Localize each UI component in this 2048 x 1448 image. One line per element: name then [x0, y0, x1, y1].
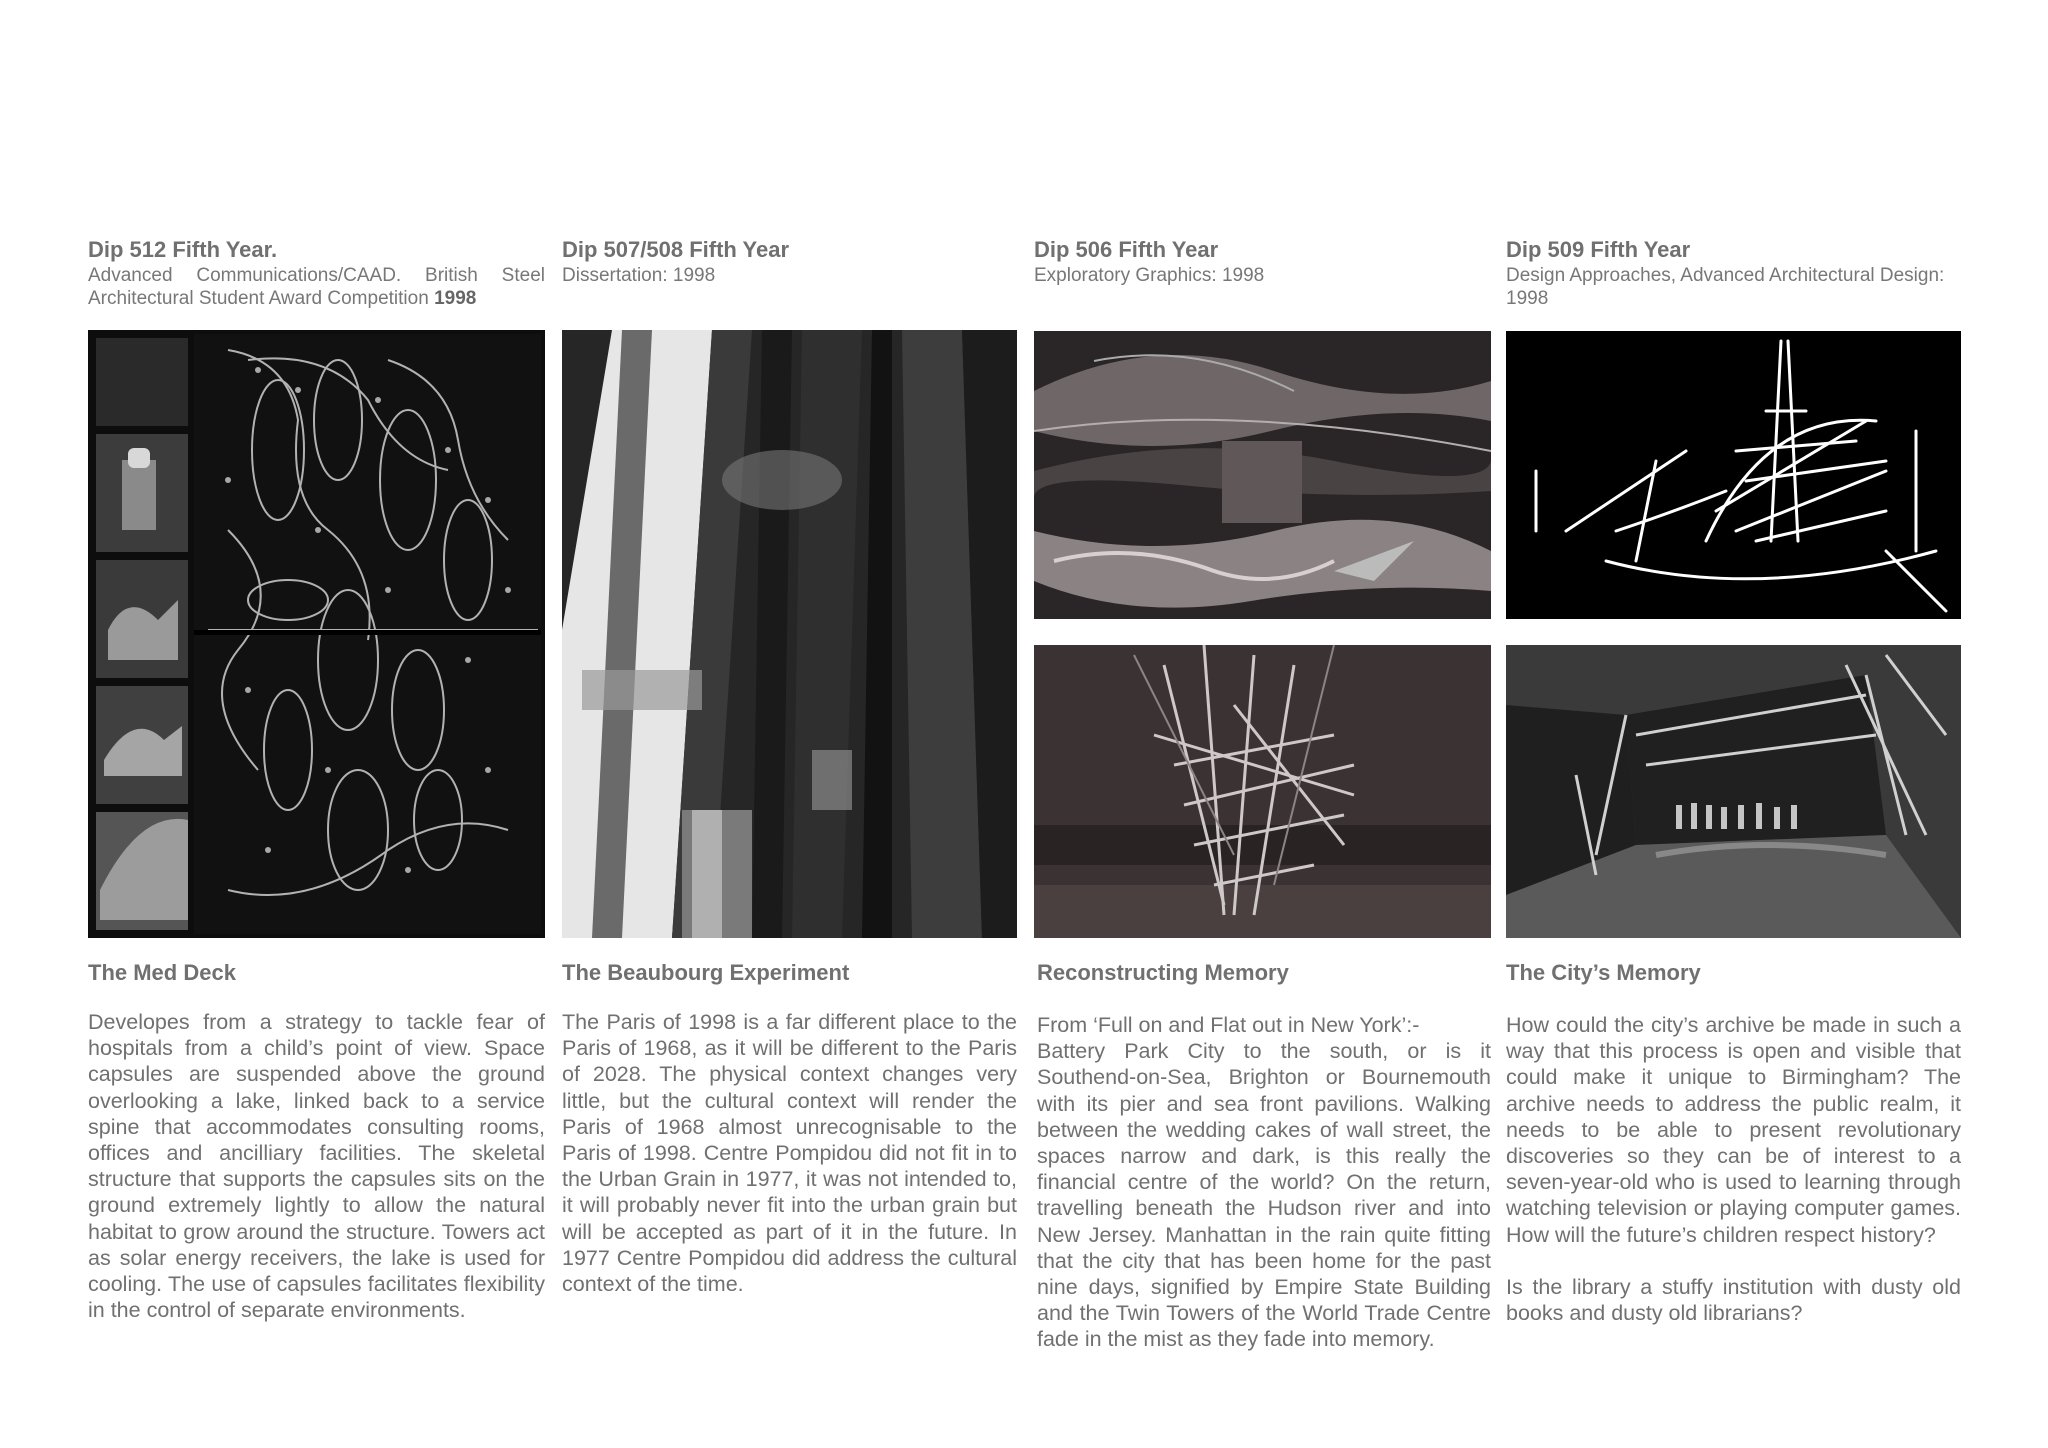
project-body-text: The Paris of 1998 is a far different place to the Paris of 1968, as it will be different to the Paris of 2028. The physical context changes very little, but the cultural context will render the Paris of 1968 almost unrecognisable to the Paris of 1998. Centre Pompidou did not fit in to the Urban Grain in 1977, it was not intended to, it will probably never fit into the urban grain but will be accepted as part of it in the future. In 1977 Centre Pompidou did address the cultural context of the time.: [562, 1010, 1017, 1297]
citys-memory-interior-image: [1506, 645, 1961, 938]
course-subtitle: [88, 264, 545, 310]
course-subtitle-year: 1998: [434, 288, 477, 309]
project-body-text-2: Is the library a stuffy institution with dusty old books and dusty old librarians?: [1506, 1274, 1961, 1326]
course-subtitle: Design Approaches, Advanced Architectural Design: 1998: [1506, 265, 1945, 309]
course-title: Dip 509 Fifth Year: [1506, 237, 1691, 262]
project-body-text: Battery Park City to the south, or is it Southend-on-Sea, Brighton or Bournemouth with its pier and sea front pavilions. Walking between the wedding cakes of wall street, the spaces narrow and dark, is this really the financial centre of the world? On the return, travelling beneath the Hudson river and into New Jersey. Manhattan in the rain quite fitting that the city that has been home for the past nine days, signified by Empire State Building and the Twin Towers of the World Trade Centre fade in the mist as they fade into memory.: [1037, 1039, 1491, 1352]
reconstructing-memory-image-bottom: [1034, 645, 1491, 938]
project-body-med-deck: [88, 1009, 545, 1323]
project-title-med-deck: The Med Deck: [88, 960, 236, 985]
course-subtitle: Exploratory Graphics: 1998: [1034, 265, 1265, 286]
project-body-reconstructing-memory: [1037, 1012, 1491, 1353]
course-header-dip-512: [88, 236, 545, 310]
course-subtitle: Dissertation: 1998: [562, 265, 716, 286]
project-body-text: How could the city’s archive be made in such a way that this process is open and visible that could make it unique to Birmingham? The archive needs to address the public realm, it needs to be able to present revolutionary discoveries so they can be of interest to a seven-year-old who is used to learning through watching television or playing computer games. How will the future’s children respect history?: [1506, 1013, 1961, 1247]
course-title: Dip 512 Fifth Year.: [88, 237, 278, 262]
course-header-dip-506: [1034, 236, 1491, 287]
course-title: Dip 506 Fifth Year: [1034, 237, 1219, 262]
reconstructing-memory-image-top: [1034, 331, 1491, 619]
course-subtitle-text: Advanced Communications/CAAD. British Steel Architectural Student Award Competition: [88, 265, 545, 309]
course-header-dip-509: [1506, 236, 1961, 310]
project-title-reconstructing-memory: Reconstructing Memory: [1037, 960, 1289, 985]
project-body-beaubourg: [562, 1009, 1017, 1297]
citys-memory-sketch-image: [1506, 331, 1961, 619]
med-deck-plan-image: [88, 330, 545, 938]
project-body-text: Developes from a strategy to tackle fear of hospitals from a child’s point of view. Space capsules are suspended above the ground overlooking a lake, linked back to a service spine that accommodates consulting rooms, offices and ancilliary facilities. The skeletal structure that supports the capsules sits on the ground extremely lightly to allow the natural habitat to grow around the structure. Towers act as solar energy receivers, the lake is used for cooling. The use of capsules facilitates flexibility in the control of separate environments.: [88, 1010, 545, 1323]
beaubourg-photo-image: [562, 330, 1017, 938]
course-title: Dip 507/508 Fifth Year: [562, 237, 790, 262]
project-body-intro: From ‘Full on and Flat out in New York’:-: [1037, 1013, 1420, 1037]
course-header-dip-507-508: [562, 236, 1017, 287]
project-title-citys-memory: The City’s Memory: [1506, 960, 1701, 985]
project-title-beaubourg: The Beaubourg Experiment: [562, 960, 850, 985]
project-body-citys-memory: [1506, 1012, 1961, 1326]
